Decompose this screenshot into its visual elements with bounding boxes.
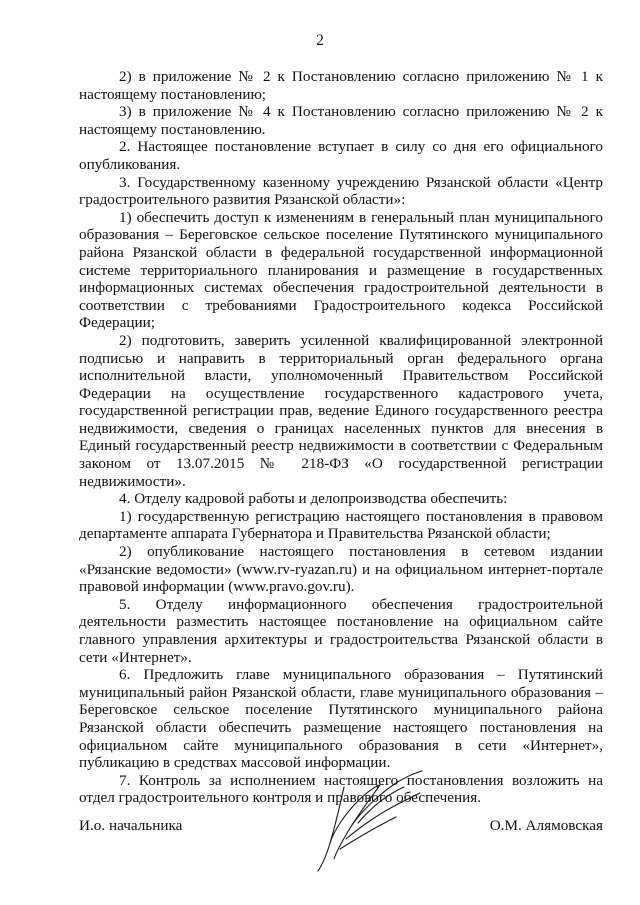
paragraph-publication: 2) опубликование настоящего постановления в сетевом издании «Рязанские ведомости» (www.rv-ryazan.ru) и на официальном интернет-портале правовой информации (www.pravo.gov.ru). <box>79 543 603 596</box>
paragraph-control: 7. Контроль за исполнением настоящего постановления возложить на отдел градостроительного контроля и правового обеспечения. <box>79 771 603 807</box>
signatory-position: И.о. начальника <box>79 817 183 834</box>
paragraph-info-department: 5. Отделу информационного обеспечения градостроительной деятельности разместить настоящее постановление на официальном сайте главного управления архитектуры и градостроительства Рязанской области в сети «Интернет». <box>79 595 603 666</box>
paragraph-municipal-heads: 6. Предложить главе муниципального образования – Путятинский муниципальный район Рязанской области, главе муниципального образования – Береговское сельское поселение Путятинского муниципального района Рязанской области обеспечить размещение настоящего постановления на официальном сайте муниципального образования в сети «Интернет», публикацию в средствах массовой информации. <box>79 666 603 772</box>
paragraph-effective-date: 2. Настоящее постановление вступает в силу со дня его официального опубликования. <box>79 138 603 173</box>
paragraph-institution: 3. Государственному казенному учреждению Рязанской области «Центр градостроительного развития Рязанской области»: <box>79 173 603 209</box>
paragraph-signature-prepare: 2) подготовить, заверить усиленной квалифицированной электронной подписью и направить в территориальный орган федерального органа исполнительной власти, уполномоченный Правительством Российской Федерации на осуществление государственного кадастрового учета, государственной регистрации прав, ведение Единого государственного реестра недвижимости, сведения о границах населенных пунктов для внесения в Единый государственный реестр недвижимости в соответствии с Федеральным законом от 13.07.2015 № 218-ФЗ «О государственной регистрации недвижимости». <box>79 331 603 490</box>
handwritten-signature <box>300 765 430 875</box>
paragraph-hr-department: 4. Отделу кадровой работы и делопроизводства обеспечить: <box>119 490 508 508</box>
paragraph-appendix-4: 3) в приложение № 4 к Постановлению согласно приложению № 2 к настоящему постановлению. <box>79 103 603 138</box>
page-number: 2 <box>316 32 324 49</box>
paragraph-access: 1) обеспечить доступ к изменениям в генеральный план муниципального образования – Береговское сельское поселение Путятинского муниципального района Рязанской области в федеральной государственной информационной системе территориального планирования и размещение в государственных информационных системах обеспечения градостроительной деятельности в соответствии с требованиями Градостроительного кодекса Российской Федерации; <box>79 208 603 332</box>
document-body <box>79 68 603 807</box>
paragraph-appendix-2: 2) в приложение № 2 к Постановлению согласно приложению № 1 к настоящему постановлению; <box>79 68 603 103</box>
signatory-name: О.М. Алямовская <box>489 817 603 834</box>
paragraph-registration: 1) государственную регистрацию настоящего постановления в правовом департаменте аппарата Губернатора и Правительства Рязанской области; <box>79 507 603 543</box>
